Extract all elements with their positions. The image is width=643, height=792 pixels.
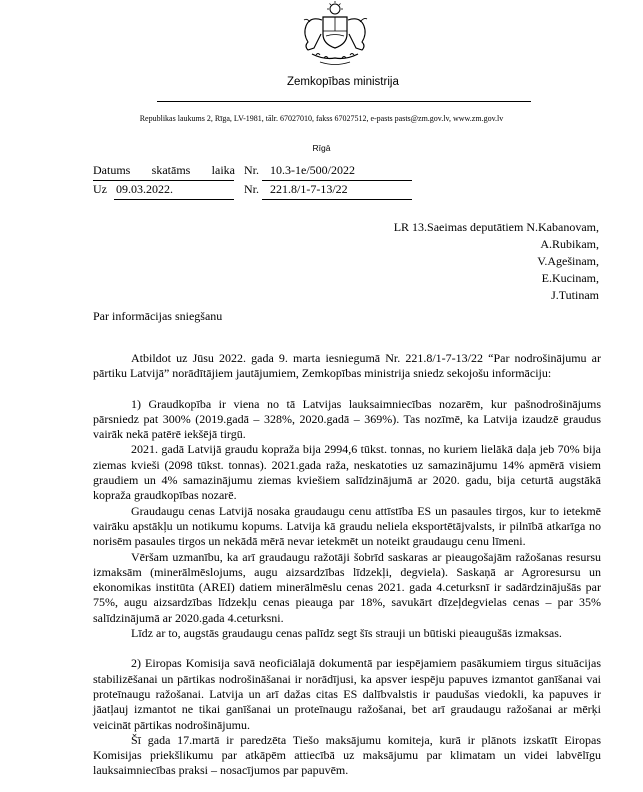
nr2-label: Nr. xyxy=(244,182,259,196)
nr2-underline xyxy=(262,199,412,200)
ministry-name: Zemkopības ministrija xyxy=(287,76,399,88)
recipient-line: LR 13.Saeimas deputātiem N.Kabanovam, xyxy=(393,220,599,234)
recipient-block xyxy=(394,219,599,304)
date-underline xyxy=(93,180,234,181)
paragraph: Līdz ar to, augstās graudaugu cenas palīdz segt šīs strauji un būtiski pieaugušās izmaksas. xyxy=(131,626,562,641)
uz-date: 09.03.2022. xyxy=(116,182,173,196)
nr1-label: Nr. xyxy=(244,163,259,177)
paragraph: 1) Graudkopība ir viena no tā Latvijas lauksaimniecības nozarēm, kur pašnodrošinājums pārsniedz pat 300% (2019.gadā – 328%, 2020.gadā – 369%). Tas nozīmē, ka Latvija izaudzē graudus vairāk nekā patērē iekšējā tirgū. xyxy=(93,396,601,442)
issue-city: Rīgā xyxy=(312,143,331,153)
uz-underline xyxy=(114,199,234,200)
recipient-line: E.Kucinam, xyxy=(541,271,599,285)
paragraph: 2021. gadā Latvijā graudu kopraža bija 2994,6 tūkst. tonnas, no kuriem lielākā daļa jeb 70% bija ziemas kvieši (2098 tūkst. tonnas). 2021.gada raža, neskatoties uz samazinājumu 14% apmērā visiem graudiem un 4% samazinājumu ziemas kviešiem salīdzinājumā ar 2020. gadu, bija ceturtā augstākā kopraža graudkopības nozarē. xyxy=(93,442,601,503)
recipient-line: A.Rubikam, xyxy=(540,237,599,251)
coat-of-arms-logo xyxy=(290,0,380,70)
ministry-address: Republikas laukums 2, Rīga, LV-1981, tālr. 67027010, fakss 67027512, e-pasts pasts@zm.gov.lv, www.zm.gov.lv xyxy=(139,114,504,123)
nr1-value: 10.3-1e/500/2022 xyxy=(270,163,355,177)
intro-paragraph: Atbildot uz Jūsu 2022. gada 9. marta iesniegumā Nr. 221.8/1-7-13/22 “Par nodrošinājumu ar pārtiku Latvijā” norādītājiem jautājumiem, Zemkopības ministrija sniedz sekojošu informāciju: xyxy=(93,351,601,381)
paragraph: Graudaugu cenas Latvijā nosaka graudaugu cenu attīstība ES un pasaules tirgos, kur to ietekmē vairāku apstākļu un notikumu kopums. Latvija kā graudu neliela eksportētājvalsts, ir pilnībā atkarīga no norisēm pasaules tirgos un nekādā mērā nevar ietekmēt un noteikt graudaugu cenu līmeni. xyxy=(93,503,601,549)
recipient-line: J.Tutinam xyxy=(551,288,599,302)
paragraph: 2) Eiropas Komisija savā neoficiālajā dokumentā par iespējamiem pasākumiem tirgus situācijas stabilizēšanai un pārtikas nodrošināšanai ir norādījusi, ka apsver iespēju papuves izmantot ganīšanai vai proteīnaugu ražošanai. Latvija un arī dažas citas ES dalībvalstis ir paudušas viedokli, ka papuves ir jāatļauj izmantot ne tikai ganīšanai un proteīnaugu ražošanai, bet arī graudaugu ražošanai ar mērķi veicināt pārtikas nodrošinājumu. xyxy=(93,656,601,732)
letter-subject: Par informācijas sniegšanu xyxy=(93,309,223,323)
paragraph: Šī gada 17.martā ir paredzēta Tiešo maksājumu komiteja, kurā ir plānots izskatīt Eiropas Komisijas priekšlikumu par atkāpēm attiecībā uz maksājumu par klimatam un videi labvēlīgu lauksaimniecības praksi – nosacījumos par papuvēm. xyxy=(93,732,601,778)
date-label: Datums skatāms laika xyxy=(93,163,235,177)
header-divider xyxy=(157,101,531,102)
letter-body xyxy=(93,351,601,779)
nr2-value: 221.8/1-7-13/22 xyxy=(270,182,348,196)
paragraph: Vēršam uzmanību, ka arī graudaugu ražotāji šobrīd saskaras ar pieaugošajām ražošanas resursu izmaksām (minerālmēslojums, augu aizsardzības līdzekļi, degviela). Saskaņā ar Agroresursu un ekonomikas institūta (AREI) datiem minerālmēslu cenas 2021. gada 4.ceturksnī ir sadārdzinājušās par 75%, augu aizsardzības līdzekļu cenas pieauga par 18%, savukārt dīzeļdegvielas cenas – par 35% salīdzinājumā ar 2020.gada 4.ceturksni. xyxy=(93,549,601,625)
uz-label: Uz xyxy=(93,182,107,196)
recipient-line: V.Agešinam, xyxy=(537,254,599,268)
nr1-underline xyxy=(262,180,412,181)
